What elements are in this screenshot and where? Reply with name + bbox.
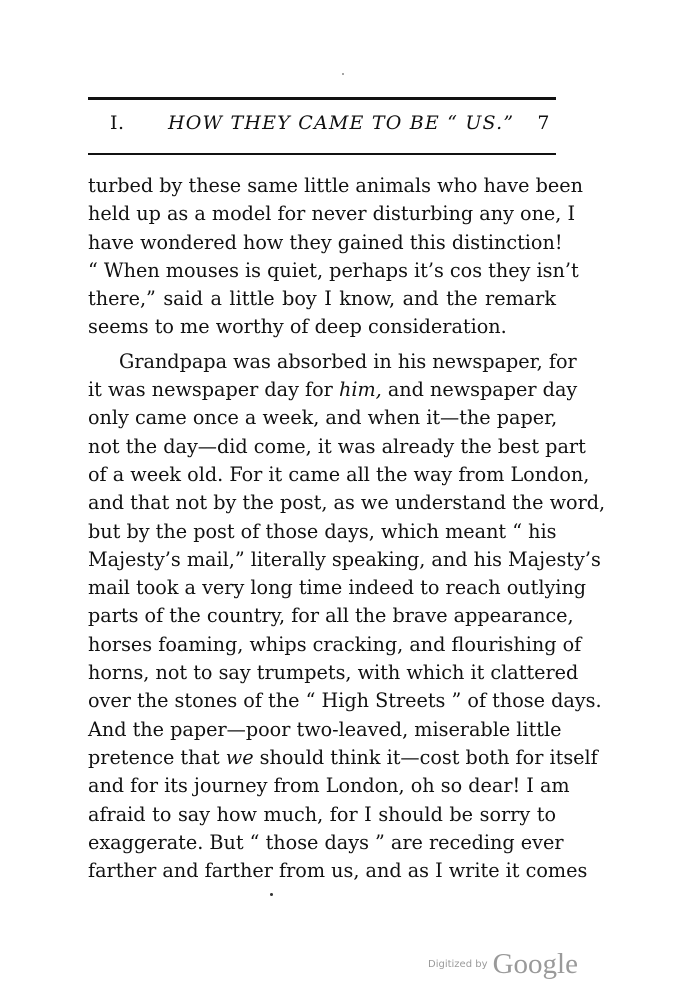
text-line: And the paper—poor two-leaved, miserable little (88, 717, 562, 741)
text-line: and that not by the post, as we understand the word, (88, 491, 606, 515)
google-logo: Google (492, 948, 578, 980)
text-line: parts of the country, for all the brave appearance, (88, 604, 574, 628)
header-top-rule (88, 97, 556, 100)
text-line: pretence that we should think it—cost both for itself (88, 745, 598, 769)
running-title: HOW THEY CAME TO BE “ US.” (168, 112, 515, 134)
text-line: “ When mouses is quiet, perhaps it’s cos they isn’t (88, 258, 579, 282)
page-number: 7 (537, 112, 550, 134)
text-line: seems to me worthy of deep consideration. (88, 315, 507, 339)
running-header (88, 112, 556, 140)
text-line: held up as a model for never disturbing any one, I (88, 202, 576, 226)
watermark-prefix: Digitized by (428, 959, 488, 970)
text-line: mail took a very long time indeed to reach outlying (88, 576, 587, 600)
digitized-by-google-watermark (428, 948, 578, 981)
text-line: only came once a week, and when it—the paper, (88, 406, 558, 430)
text-line: it was newspaper day for him, and newspaper day (88, 378, 578, 402)
text-line: there,” said a little boy I know, and the remark (88, 287, 556, 311)
print-speck (342, 73, 344, 75)
text-line: horses foaming, whips cracking, and flourishing of (88, 632, 582, 656)
print-speck (270, 893, 273, 896)
header-bottom-rule (88, 153, 556, 155)
chapter-number: I. (110, 112, 125, 134)
text-line: turbed by these same little animals who have been (88, 174, 583, 197)
text-line: exaggerate. But “ those days ” are receding ever (88, 830, 564, 854)
text-line: horns, not to say trumpets, with which it clattered (88, 661, 579, 685)
text-line: afraid to say how much, for I should be sorry to (88, 802, 556, 826)
text-line: Majesty’s mail,” literally speaking, and his Majesty’s (88, 547, 601, 571)
text-line: not the day—did come, it was already the best part (88, 434, 586, 458)
text-line: but by the post of those days, which meant “ his (88, 519, 557, 543)
text-line: and for its journey from London, oh so dear! I am (88, 774, 570, 798)
body-text (88, 172, 606, 885)
text-line: over the stones of the “ High Streets ” of those days. (88, 689, 602, 713)
text-line: of a week old. For it came all the way from London, (88, 462, 590, 486)
text-line: farther and farther from us, and as I write it comes (88, 859, 588, 883)
paragraph-first-line: Grandpapa was absorbed in his newspaper, for (119, 349, 577, 373)
text-line: have wondered how they gained this distinction! (88, 230, 563, 254)
